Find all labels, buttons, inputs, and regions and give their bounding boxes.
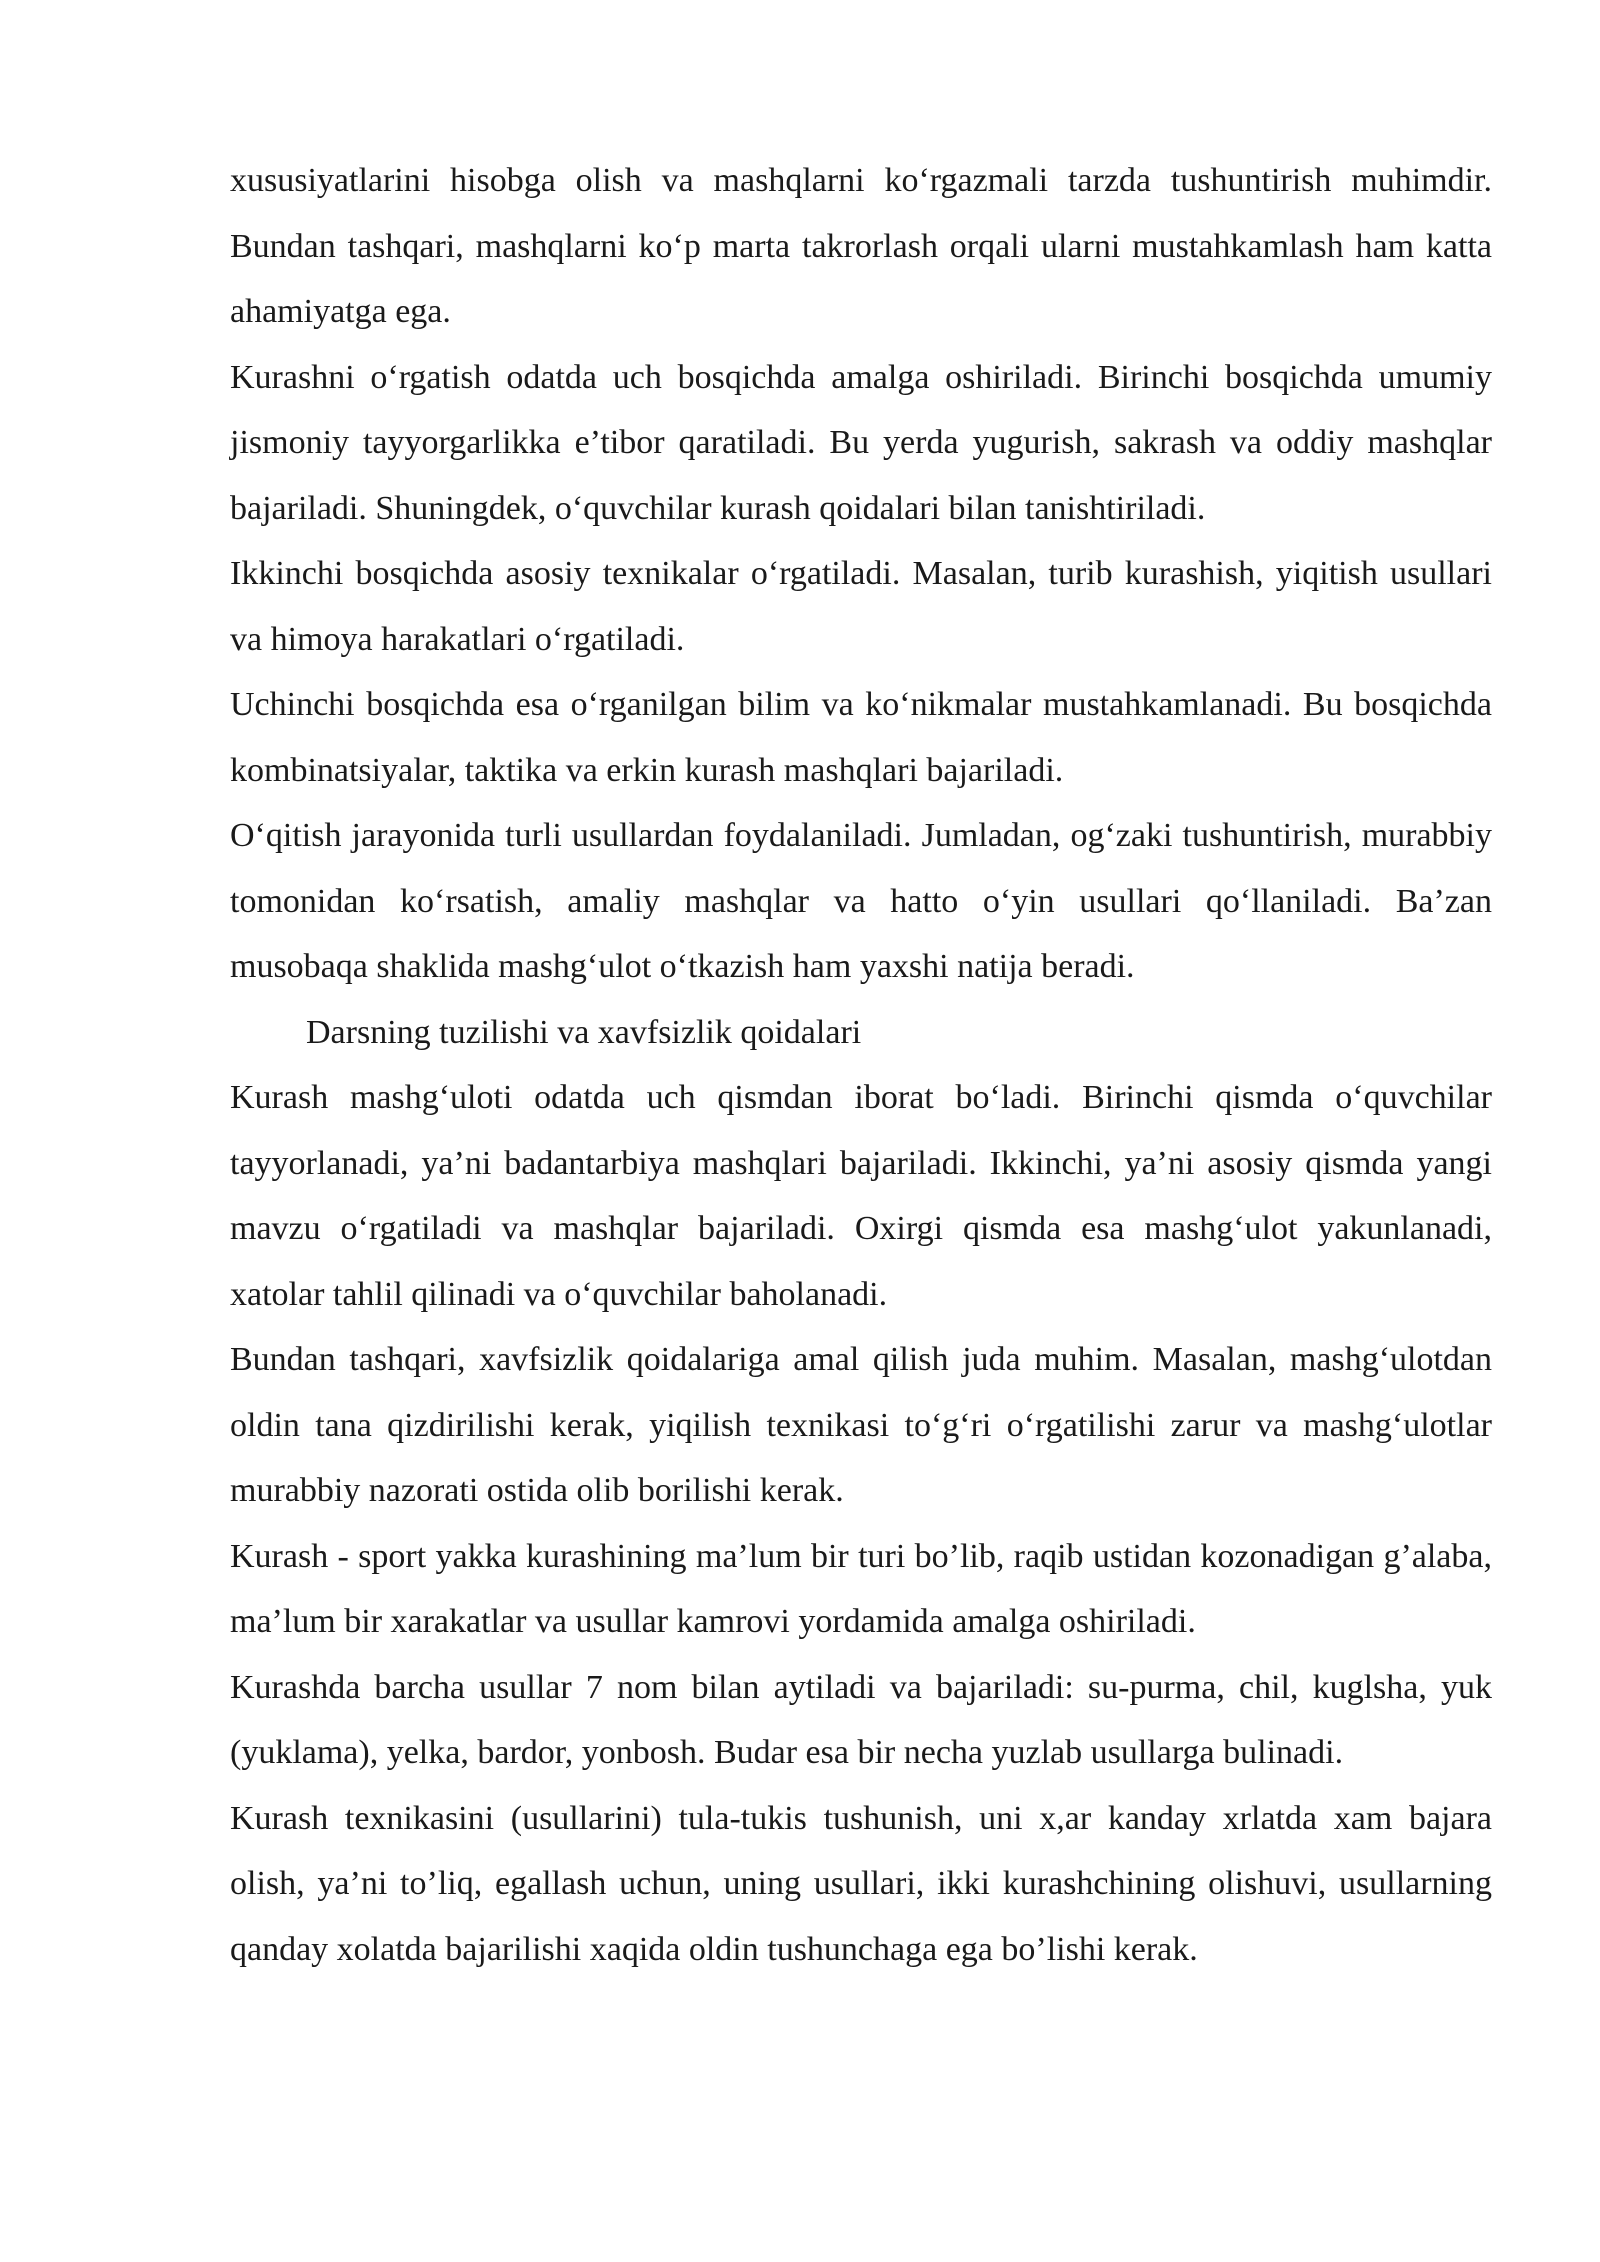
paragraph: Kurash mashg‘uloti odatda uch qismdan iborat bo‘ladi. Birinchi qismda o‘quvchilar tayyorlanadi, ya’ni badantarbiya mashqlari bajariladi. Ikkinchi, ya’ni asosiy qismda yangi mavzu o‘rgatiladi va mashqlar bajariladi. Oxirgi qismda esa mashg‘ulot yakunlanadi, xatolar tahlil qilinadi va o‘quvchilar baholanadi. xyxy=(230,1079,1492,1313)
paragraph: Kurash - sport yakka kurashining ma’lum bir turi bo’lib, raqib ustidan kozonadigan g’alaba, ma’lum bir xarakatlar va usullar kamrovi yordamida amalga oshiriladi. xyxy=(230,1537,1492,1640)
paragraph: Ikkinchi bosqichda asosiy texnikalar o‘rgatiladi. Masalan, turib kurashish, yiqitish usullari va himoya harakatlari o‘rgatiladi. xyxy=(230,555,1492,658)
paragraph: O‘qitish jarayonida turli usullardan foydalaniladi. Jumladan, og‘zaki tushuntirish, murabbiy tomonidan ko‘rsatish, amaliy mashqlar va hatto o‘yin usullari qo‘llaniladi. Ba’zan musobaqa shaklida mashg‘ulot o‘tkazish ham yaxshi natija beradi. xyxy=(230,817,1492,985)
paragraph: Kurashni o‘rgatish odatda uch bosqichda amalga oshiriladi. Birinchi bosqichda umumiy jismoniy tayyorgarlikka e’tibor qaratiladi. Bu yerda yugurish, sakrash va oddiy mashqlar bajariladi. Shuningdek, o‘quvchilar kurash qoidalari bilan tanishtiriladi. xyxy=(230,358,1492,527)
paragraph: Bundan tashqari, xavfsizlik qoidalariga amal qilish juda muhim. Masalan, mashg‘ulotdan oldin tana qizdirilishi kerak, yiqilish texnikasi to‘g‘ri o‘rgatilishi zarur va mashg‘ulotlar murabbiy nazorati ostida olib borilishi kerak. xyxy=(230,1341,1492,1509)
paragraph: Kurash texnikasini (usullarini) tula-tukis tushunish, uni x,ar kanday xrlatda xam bajara olish, ya’ni to’liq, egallash uchun, uning usullari, ikki kurashchining olishuvi, usullarning qanday xolatda bajarilishi xaqida oldin tushunchaga ega bo’lishi kerak. xyxy=(230,1799,1492,1968)
paragraph: xususiyatlarini hisobga olish va mashqlarni ko‘rgazmali tarzda tushuntirish muhimdir. Bundan tashqari, mashqlarni ko‘p marta takrorlash orqali ularni mustahkamlash ham katta ahamiyatga ega. xyxy=(230,162,1492,330)
document-page xyxy=(230,148,1492,1982)
paragraph: Kurashda barcha usullar 7 nom bilan aytiladi va bajariladi: su-purma, chil, kuglsha, yuk (yuklama), yelka, bardor, yonbosh. Budar esa bir necha yuzlab usullarga bulinadi. xyxy=(230,1668,1492,1771)
section-heading: Darsning tuzilishi va xavfsizlik qoidalari xyxy=(306,1013,862,1051)
paragraph: Uchinchi bosqichda esa o‘rganilgan bilim va ko‘nikmalar mustahkamlanadi. Bu bosqichda kombinatsiyalar, taktika va erkin kurash mashqlari bajariladi. xyxy=(230,686,1492,789)
